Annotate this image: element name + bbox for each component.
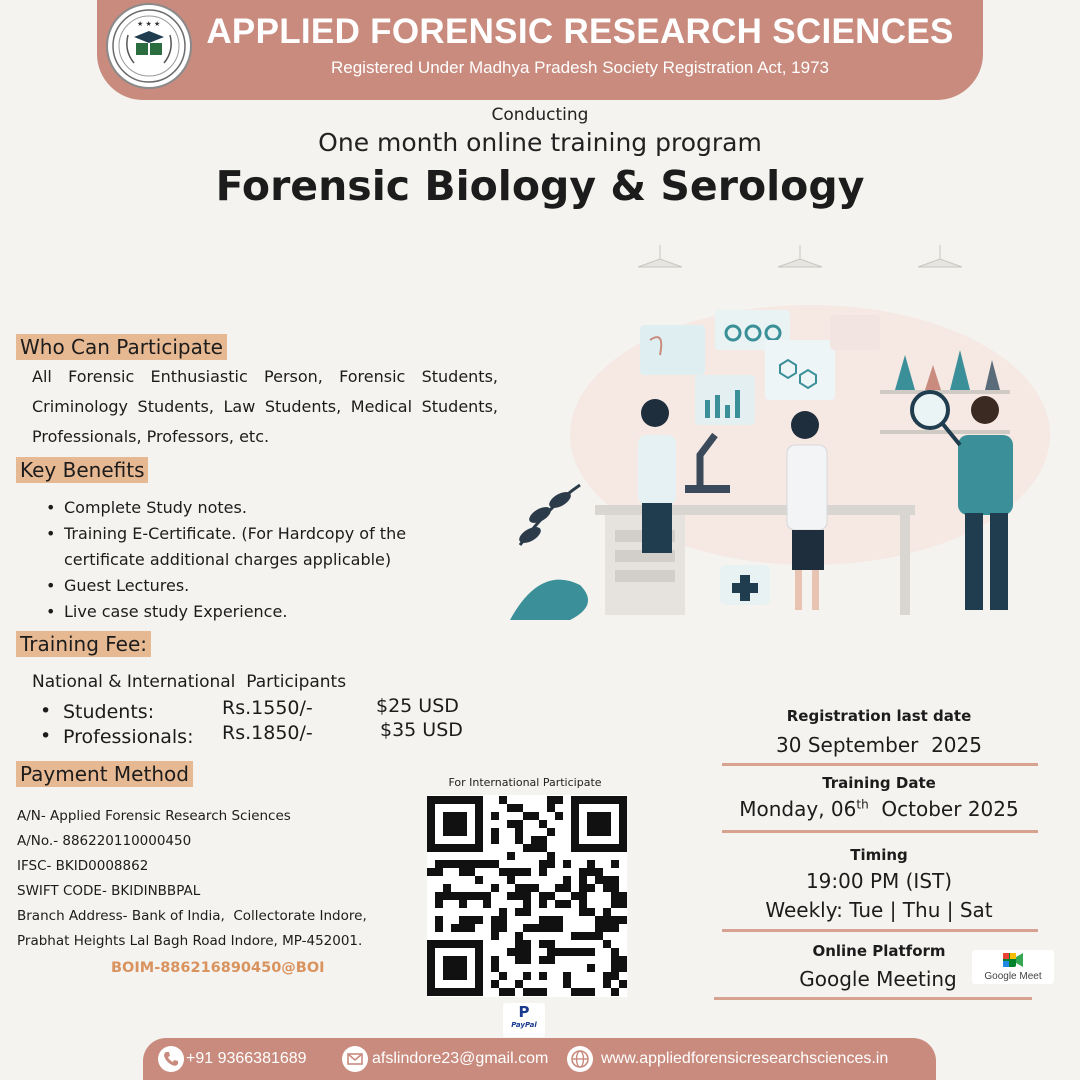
course-title: Forensic Biology & Serology — [215, 162, 865, 210]
registration-date: 30 September 2025 — [776, 733, 982, 757]
payment-account-name: A/N- Applied Forensic Research Sciences — [17, 808, 291, 824]
fee-usd-students: $25 USD — [376, 695, 459, 717]
laboratory-illustration — [510, 245, 1070, 620]
fee-subheading: National & International Participants — [32, 672, 347, 692]
benefit-item: • Live case study Experience. — [40, 599, 470, 625]
payment-swift: SWIFT CODE- BKIDINBBPAL — [17, 883, 201, 899]
organization-name: APPLIED FORENSIC RESEARCH SCIENCES — [206, 12, 954, 51]
timing-value: 19:00 PM (IST) — [805, 869, 953, 893]
registration-note: Registered Under Madhya Pradesh Society Registration Act, 1973 — [331, 58, 829, 77]
fee-label-professionals: Professionals: — [63, 726, 194, 748]
program-subtitle: One month online training program — [318, 128, 762, 157]
google-meet-logo: Google Meet — [972, 950, 1054, 984]
payment-branch: Branch Address- Bank of India, Collectorate Indore, — [17, 908, 367, 924]
training-date-label: Training Date — [822, 774, 936, 792]
google-meet-icon — [1003, 953, 1023, 967]
registration-label: Registration last date — [786, 707, 972, 725]
fee-bullet: • — [40, 700, 52, 722]
email-icon — [342, 1046, 368, 1072]
phone-icon — [158, 1046, 184, 1072]
platform-value: Google Meeting — [799, 967, 957, 991]
upi-id[interactable]: BOIM-886216890450@BOI — [111, 960, 325, 976]
benefit-item: • Guest Lectures. — [40, 573, 470, 599]
fee-label-students: Students: — [63, 701, 155, 723]
organization-logo — [106, 3, 192, 89]
training-date: Monday, 06th October 2025 — [739, 797, 1019, 821]
benefits-heading: Key Benefits — [16, 457, 148, 483]
paypal-logo: P PayPal — [503, 1003, 545, 1037]
divider — [722, 763, 1038, 766]
fee-bullet: • — [40, 725, 52, 747]
paypal-p-icon: P — [518, 1003, 530, 1021]
svg-text:★ ★ ★: ★ ★ ★ — [137, 20, 161, 28]
payment-heading: Payment Method — [16, 761, 193, 787]
fee-inr-students: Rs.1550/- — [222, 697, 313, 719]
fee-heading: Training Fee: — [16, 631, 151, 657]
divider — [714, 997, 1032, 1000]
footer-email[interactable]: afslindore23@gmail.com — [372, 1050, 549, 1067]
payment-ifsc: IFSC- BKID0008862 — [17, 858, 149, 874]
benefit-item: • Training E-Certificate. (For Hardcopy of the certificate additional charges applicable) — [40, 521, 470, 573]
who-heading: Who Can Participate — [16, 334, 227, 360]
footer-website[interactable]: www.appliedforensicresearchsciences.in — [601, 1050, 889, 1067]
footer-phone[interactable]: +91 9366381689 — [186, 1050, 307, 1067]
qr-caption: For International Participate — [448, 776, 602, 789]
fee-inr-professionals: Rs.1850/- — [222, 722, 313, 744]
fee-usd-professionals: $35 USD — [380, 719, 463, 741]
timing-label: Timing — [850, 846, 908, 864]
benefits-list — [40, 495, 470, 625]
conducting-label: Conducting — [491, 105, 589, 125]
platform-label: Online Platform — [812, 942, 946, 960]
globe-icon — [567, 1046, 593, 1072]
timing-days: Weekly: Tue | Thu | Sat — [765, 898, 993, 922]
divider — [722, 929, 1038, 932]
payment-account-number: A/No.- 886220110000450 — [17, 833, 192, 849]
payment-branch-address: Prabhat Heights Lal Bagh Road Indore, MP-452001. — [17, 933, 363, 949]
who-text: All Forensic Enthusiastic Person, Forensic Students, Criminology Students, Law Students, Medical Students, Professionals, Professors, etc. — [32, 367, 498, 446]
benefit-item: • Complete Study notes. — [40, 495, 470, 521]
paypal-qr-code[interactable] — [427, 795, 627, 997]
divider — [722, 830, 1038, 833]
